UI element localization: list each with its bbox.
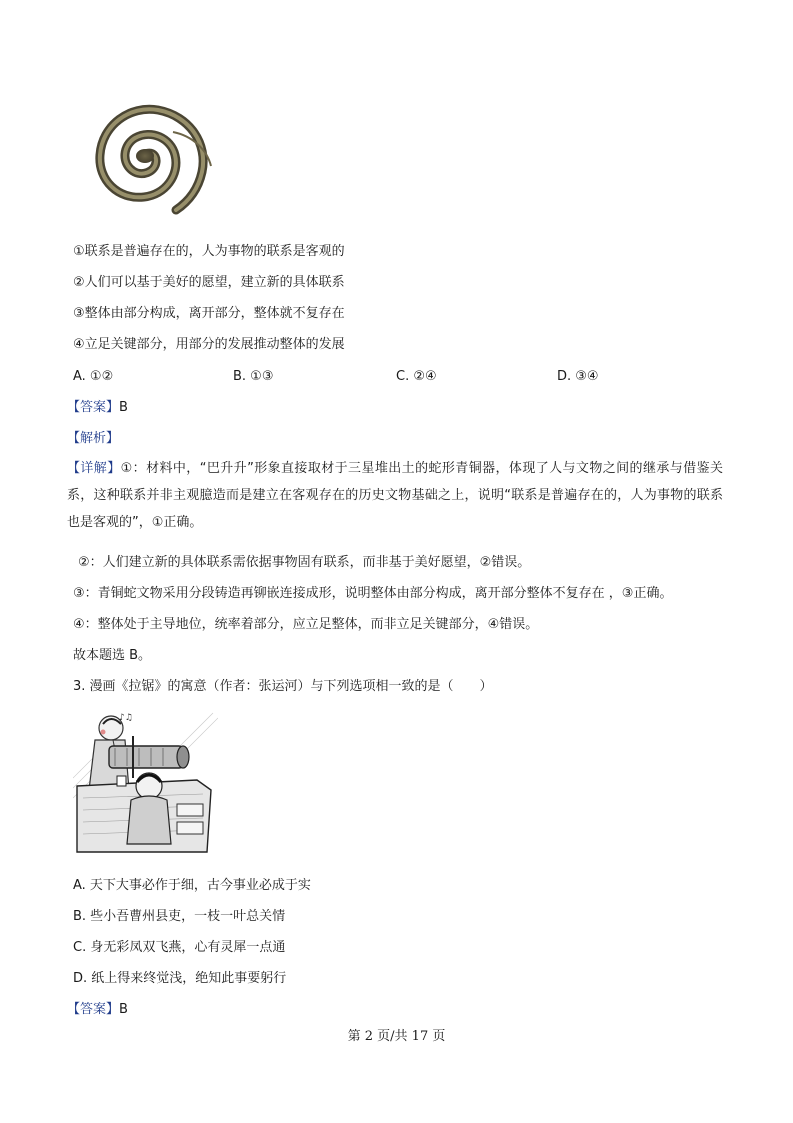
statement-1: ①联系是普遍存在的，人为事物的联系是客观的: [73, 244, 345, 259]
detail-paragraph-1: [67, 455, 723, 536]
detail-text-1: ①：材料中，“巴升升”形象直接取材于三星堆出土的蛇形青铜器，体现了人与文物之间的继承与借鉴关系，这种联系并非主观臆造而是建立在客观存在的历史文物基础之上，说明“联系是普遍存在的，人为事物的联系也是客观的”，①正确。: [67, 461, 723, 530]
q2-answer: [67, 399, 128, 417]
answer-value: B: [119, 1002, 128, 1017]
q3-option-d: D. 纸上得来终觉浅，绝知此事要躬行: [73, 971, 287, 986]
q3-option-b: B. 些小吾曹州县吏，一枝一叶总关情: [73, 909, 286, 924]
q3-question: 3. 漫画《拉锯》的寓意（作者：张运河）与下列选项相一致的是（ ）: [73, 679, 493, 694]
analysis-tag: 【解析】: [67, 431, 120, 446]
q3-option-a: A. 天下大事必作于细，古今事业必成于实: [73, 878, 311, 893]
bronze-snake-image: [73, 92, 215, 220]
answer-tag: 【答案】: [67, 1002, 120, 1017]
detail-tag: 【详解】: [67, 461, 121, 476]
svg-text:♪♫: ♪♫: [119, 713, 133, 723]
page-number-footer: 第 2 页/共 17 页: [347, 1029, 446, 1044]
conclusion: 故本题选 B。: [73, 648, 152, 663]
cartoon-saw-image: [73, 708, 218, 863]
q3-answer: [67, 1001, 128, 1019]
detail-2: ②：人们建立新的具体联系需依据事物固有联系，而非基于美好愿望，②错误。: [78, 555, 531, 570]
q3-option-c: C. 身无彩凤双飞燕，心有灵犀一点通: [73, 940, 286, 955]
statement-2: ②人们可以基于美好的愿望，建立新的具体联系: [73, 275, 345, 290]
q2-option-d: D. ③④: [557, 369, 599, 384]
q2-option-a: A. ①②: [73, 369, 114, 384]
answer-value: B: [119, 400, 128, 415]
statement-3: ③整体由部分构成，离开部分，整体就不复存在: [73, 306, 345, 321]
q2-option-c: C. ②④: [396, 369, 437, 384]
statement-4: ④立足关键部分，用部分的发展推动整体的发展: [73, 337, 345, 352]
answer-tag: 【答案】: [67, 400, 120, 415]
detail-4: ④：整体处于主导地位，统率着部分，应立足整体，而非立足关键部分，④错误。: [73, 617, 539, 632]
detail-3: ③：青铜蛇文物采用分段铸造再铆嵌连接成形，说明整体由部分构成，离开部分整体不复存在 ，③正确。: [73, 586, 673, 601]
q2-option-b: B. ①③: [233, 369, 274, 384]
